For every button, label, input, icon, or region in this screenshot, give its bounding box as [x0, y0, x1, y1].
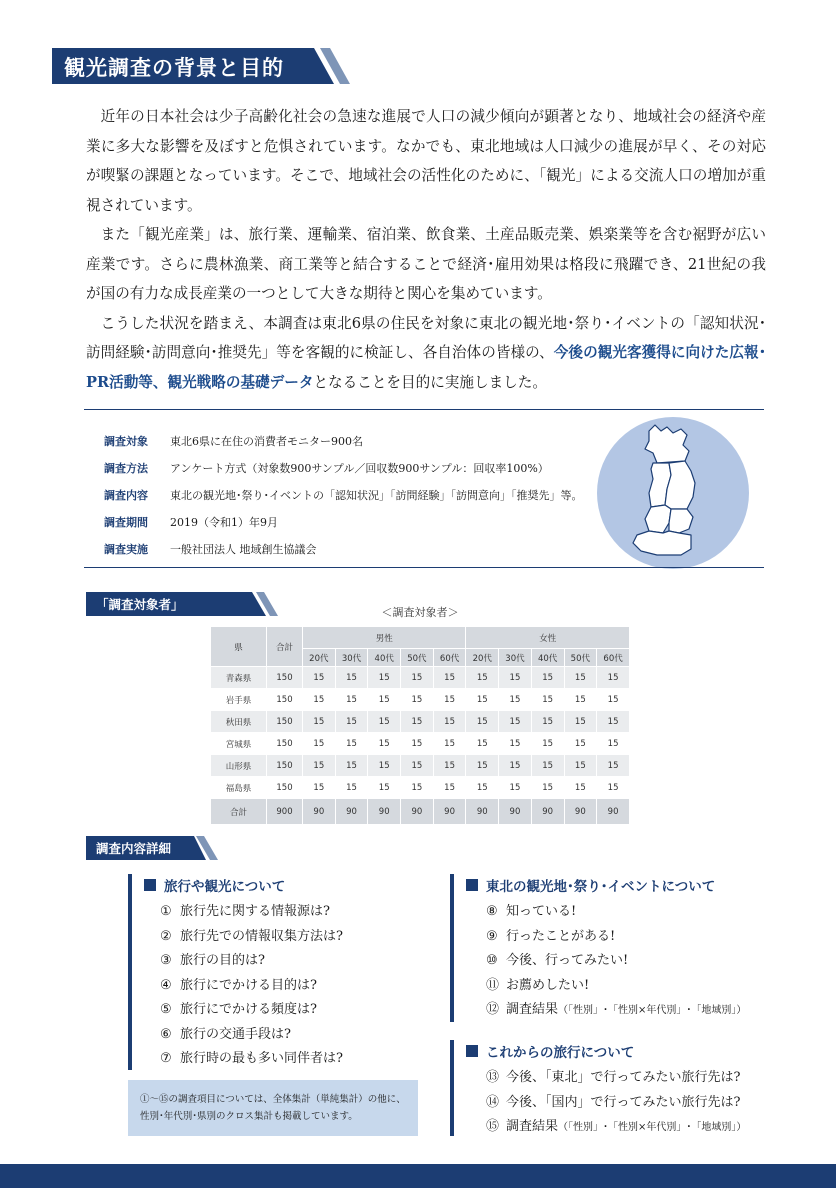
table-cell: 15	[531, 777, 564, 799]
table-cell: 15	[303, 733, 336, 755]
footer-cell: 90	[564, 799, 597, 825]
table-row	[211, 755, 630, 777]
table-cell: 15	[499, 667, 532, 689]
divider-top	[84, 409, 764, 410]
table-cell: 15	[303, 711, 336, 733]
overview-row-organizer: 調査実施 一般社団法人 地域創生協議会	[104, 542, 317, 556]
table-cell: 15	[466, 689, 499, 711]
table-cell: 15	[433, 667, 466, 689]
table-cell: 15	[564, 777, 597, 799]
tohoku-map-icon	[597, 417, 749, 569]
table-cell: 15	[368, 667, 401, 689]
header-age: 20代	[466, 649, 499, 667]
table-cell: 15	[433, 755, 466, 777]
section-title: 観光調査の背景と目的	[64, 55, 284, 80]
subjects-table	[210, 626, 630, 825]
footer-cell: 90	[303, 799, 336, 825]
item-text: 旅行先での情報収集方法は?	[180, 928, 343, 944]
item-number: ⑮	[486, 1119, 500, 1134]
list-item	[160, 900, 343, 925]
row-total: 150	[267, 711, 303, 733]
table-cell: 15	[531, 689, 564, 711]
table-cell: 15	[499, 777, 532, 799]
square-bullet-icon	[466, 879, 478, 891]
travel-title: 旅行や観光について	[144, 874, 343, 896]
item-text: 知っている!	[506, 904, 577, 919]
left-column-accent	[128, 874, 132, 1070]
header-age: 50代	[401, 649, 434, 667]
highlight-strategy: 観光戦略の基礎データ	[167, 373, 314, 391]
divider-bottom	[84, 567, 764, 568]
list-item	[160, 974, 343, 999]
header-age: 20代	[303, 649, 336, 667]
row-total: 150	[267, 667, 303, 689]
table-cell: 15	[597, 689, 630, 711]
item-text: 今後、「国内」で行ってみたい旅行先は?	[506, 1094, 741, 1110]
overview-row-target: 調査対象 東北6県に在住の消費者モニター900名	[104, 434, 363, 448]
table-cell: 15	[499, 755, 532, 777]
header-age: 30代	[499, 649, 532, 667]
item-number: ⑨	[486, 928, 498, 944]
footer-total: 900	[267, 799, 303, 825]
row-pref: 秋田県	[211, 711, 267, 733]
footer-cell: 90	[466, 799, 499, 825]
future-section	[466, 1040, 746, 1140]
table-cell: 15	[335, 777, 368, 799]
table-row	[211, 711, 630, 733]
row-pref: 宮城県	[211, 733, 267, 755]
table-row	[211, 689, 630, 711]
item-number: ⑥	[160, 1026, 172, 1042]
future-title: これからの旅行について	[466, 1040, 746, 1062]
item-text: 旅行の交通手段は?	[180, 1026, 291, 1042]
item-subtext: （「性別」･「性別×年代別」･「地域別」）	[558, 1005, 747, 1016]
header-total: 合計	[267, 627, 303, 667]
table-cell: 15	[531, 667, 564, 689]
item-text: 旅行先に関する情報源は?	[180, 904, 330, 919]
table-cell: 15	[564, 689, 597, 711]
table-cell: 15	[564, 755, 597, 777]
item-number: ⑤	[160, 1002, 172, 1017]
header-age: 40代	[531, 649, 564, 667]
item-text: 旅行にでかける目的は?	[180, 977, 317, 993]
highlight-pr: 今後の観光客獲得に向けた広報･PR活動等、	[86, 344, 766, 391]
note-line-2: 性別･年代別･県別のクロス集計も掲載しています。	[140, 1111, 358, 1122]
row-pref: 青森県	[211, 667, 267, 689]
list-item	[486, 1066, 746, 1091]
footer-bar	[0, 1164, 836, 1188]
item-number: ④	[160, 977, 172, 993]
row-pref: 山形県	[211, 755, 267, 777]
row-total: 150	[267, 777, 303, 799]
footer-cell: 90	[335, 799, 368, 825]
item-text: 旅行の目的は?	[180, 953, 265, 968]
header-female: 女性	[466, 627, 630, 649]
footer-cell: 90	[597, 799, 630, 825]
table-cell: 15	[466, 711, 499, 733]
item-number: ⑬	[486, 1070, 500, 1085]
item-text: お薦めしたい!	[506, 977, 590, 993]
intro-paragraph-2: また「観光産業」は、旅行業、運輸業、宿泊業、飲食業、土産品販売業、娯楽業等を含む裾野が広い産業です。さらに農林漁業、商工業等と結合することで経済･雇用効果は格段に飛躍でき、21世紀の我が国の有力な成長産業の一つとして大きな期待と関心を集めています。	[86, 226, 766, 302]
table-cell: 15	[466, 733, 499, 755]
list-item	[486, 1091, 746, 1116]
footer-label: 合計	[211, 799, 267, 825]
table-cell: 15	[335, 733, 368, 755]
item-text: 今後、行ってみたい!	[506, 953, 629, 968]
table-cell: 15	[401, 667, 434, 689]
table-cell: 15	[499, 689, 532, 711]
right-column-accent	[450, 874, 454, 1022]
list-item	[160, 1023, 343, 1048]
item-number: ③	[160, 953, 172, 968]
row-total: 150	[267, 733, 303, 755]
list-item	[160, 949, 343, 974]
map-aomori	[645, 425, 689, 463]
item-text: 調査結果	[506, 1002, 559, 1017]
table-row	[211, 733, 630, 755]
intro-paragraph-3: こうした状況を踏まえ、本調査は東北6県の住民を対象に東北の観光地･祭り･イベントの「認知状況･訪問経験･訪問意向･推奨先」等を客観的に検証し、各自治体の皆様の、今後の観光客獲得に向けた広報･PR活動等、観光戦略の基礎データとなることを目的に実施しました。	[86, 314, 766, 391]
table-cell: 15	[597, 667, 630, 689]
footer-cell: 90	[368, 799, 401, 825]
footer-cell: 90	[531, 799, 564, 825]
table-cell: 15	[401, 711, 434, 733]
map-yamagata	[645, 505, 671, 533]
table-cell: 15	[564, 733, 597, 755]
table-cell: 15	[466, 667, 499, 689]
table-cell: 15	[368, 689, 401, 711]
overview-row-period: 調査期間 2019（令和1）年9月	[104, 515, 278, 529]
map-iwate	[665, 461, 695, 509]
item-text: 旅行にでかける頻度は?	[180, 1002, 317, 1017]
row-pref: 岩手県	[211, 689, 267, 711]
table-cell: 15	[433, 777, 466, 799]
item-text: 行ったことがある!	[506, 928, 616, 944]
table-cell: 15	[499, 733, 532, 755]
list-item	[486, 900, 746, 925]
list-item	[160, 998, 343, 1023]
table-cell: 15	[401, 733, 434, 755]
details-banner: 調査内容詳細	[86, 836, 218, 860]
subjects-banner: 「調査対象者」	[86, 592, 282, 616]
item-number: ⑩	[486, 953, 498, 968]
table-cell: 15	[597, 777, 630, 799]
section-title-banner	[52, 48, 350, 84]
table-cell: 15	[335, 689, 368, 711]
table-cell: 15	[335, 755, 368, 777]
table-cell: 15	[368, 711, 401, 733]
survey-overview	[104, 427, 583, 562]
header-pref: 県	[211, 627, 267, 667]
table-cell: 15	[433, 733, 466, 755]
table-cell: 15	[564, 667, 597, 689]
table-cell: 15	[335, 711, 368, 733]
travel-items	[144, 900, 343, 1072]
table-cell: 15	[597, 711, 630, 733]
table-cell: 15	[401, 689, 434, 711]
table-cell: 15	[499, 711, 532, 733]
tohoku-map	[597, 417, 749, 569]
list-item	[160, 925, 343, 950]
table-cell: 15	[303, 689, 336, 711]
header-age: 40代	[368, 649, 401, 667]
intro-paragraph-1: 近年の日本社会は少子高齢化社会の急速な進展で人口の減少傾向が顕著となり、地域社会の経済や産業に多大な影響を及ぼすと危惧されています。なかでも、東北地域は人口減少の進展が早く、その対応が喫緊の課題となっています。そこで、地域社会の活性化のために、「観光」による交流人口の増加が重視されています。	[86, 108, 766, 214]
list-item	[486, 998, 746, 1023]
item-text: 今後、「東北」で行ってみたい旅行先は?	[506, 1070, 741, 1085]
item-text: 旅行時の最も多い同伴者は?	[180, 1051, 343, 1066]
list-item	[160, 1047, 343, 1072]
table-cell: 15	[466, 777, 499, 799]
table-footer-row	[211, 799, 630, 825]
item-text: 調査結果	[506, 1119, 559, 1134]
item-number: ②	[160, 928, 172, 944]
tohoku-section	[466, 874, 746, 1023]
table-cell: 15	[303, 777, 336, 799]
item-subtext: （「性別」･「性別×年代別」･「地域別」）	[558, 1122, 747, 1133]
overview-row-method: 調査方法 アンケート方式（対象数900サンプル／回収数900サンプル：回収率100%）	[104, 461, 549, 475]
square-bullet-icon	[144, 879, 156, 891]
item-number: ⑫	[486, 1002, 500, 1017]
table-cell: 15	[303, 667, 336, 689]
future-items	[466, 1066, 746, 1140]
table-row	[211, 777, 630, 799]
row-pref: 福島県	[211, 777, 267, 799]
list-item	[486, 949, 746, 974]
table-caption: ＜調査対象者＞	[381, 606, 459, 619]
header-age: 60代	[433, 649, 466, 667]
footer-cell: 90	[499, 799, 532, 825]
list-item	[486, 1115, 746, 1140]
header-age: 60代	[597, 649, 630, 667]
list-item	[486, 974, 746, 999]
map-fukushima	[633, 531, 691, 555]
table-cell: 15	[401, 777, 434, 799]
table-cell: 15	[531, 755, 564, 777]
table-cell: 15	[597, 755, 630, 777]
header-age: 30代	[335, 649, 368, 667]
row-total: 150	[267, 755, 303, 777]
table-cell: 15	[368, 777, 401, 799]
table-cell: 15	[335, 667, 368, 689]
table-cell: 15	[368, 755, 401, 777]
item-number: ⑭	[486, 1094, 500, 1110]
item-number: ⑪	[486, 977, 500, 993]
list-item	[486, 925, 746, 950]
square-bullet-icon	[466, 1045, 478, 1057]
tohoku-title: 東北の観光地･祭り･イベントについて	[466, 874, 746, 896]
row-total: 150	[267, 689, 303, 711]
table-cell: 15	[564, 711, 597, 733]
table-cell: 15	[466, 755, 499, 777]
footer-cell: 90	[433, 799, 466, 825]
header-male: 男性	[303, 627, 466, 649]
map-miyagi	[669, 509, 693, 533]
item-number: ⑦	[160, 1051, 172, 1066]
future-column-accent	[450, 1040, 454, 1136]
table-cell: 15	[368, 733, 401, 755]
table-cell: 15	[401, 755, 434, 777]
table-cell: 15	[531, 733, 564, 755]
header-age: 50代	[564, 649, 597, 667]
item-number: ⑧	[486, 904, 498, 919]
travel-section	[144, 874, 343, 1072]
footer-cell: 90	[401, 799, 434, 825]
table-cell: 15	[597, 733, 630, 755]
intro-text	[86, 102, 766, 397]
item-number: ①	[160, 904, 172, 919]
table-cell: 15	[433, 711, 466, 733]
tohoku-items	[466, 900, 746, 1023]
table-cell: 15	[531, 711, 564, 733]
table-row	[211, 667, 630, 689]
table-cell: 15	[303, 755, 336, 777]
note-line-1: ①～⑮の調査項目については、全体集計（単純集計）の他に、	[140, 1094, 406, 1105]
overview-row-content: 調査内容 東北の観光地･祭り･イベントの「認知状況」「訪問経験」「訪問意向」「推奨先」等。	[104, 488, 583, 502]
note-box	[128, 1080, 418, 1136]
table-cell: 15	[433, 689, 466, 711]
